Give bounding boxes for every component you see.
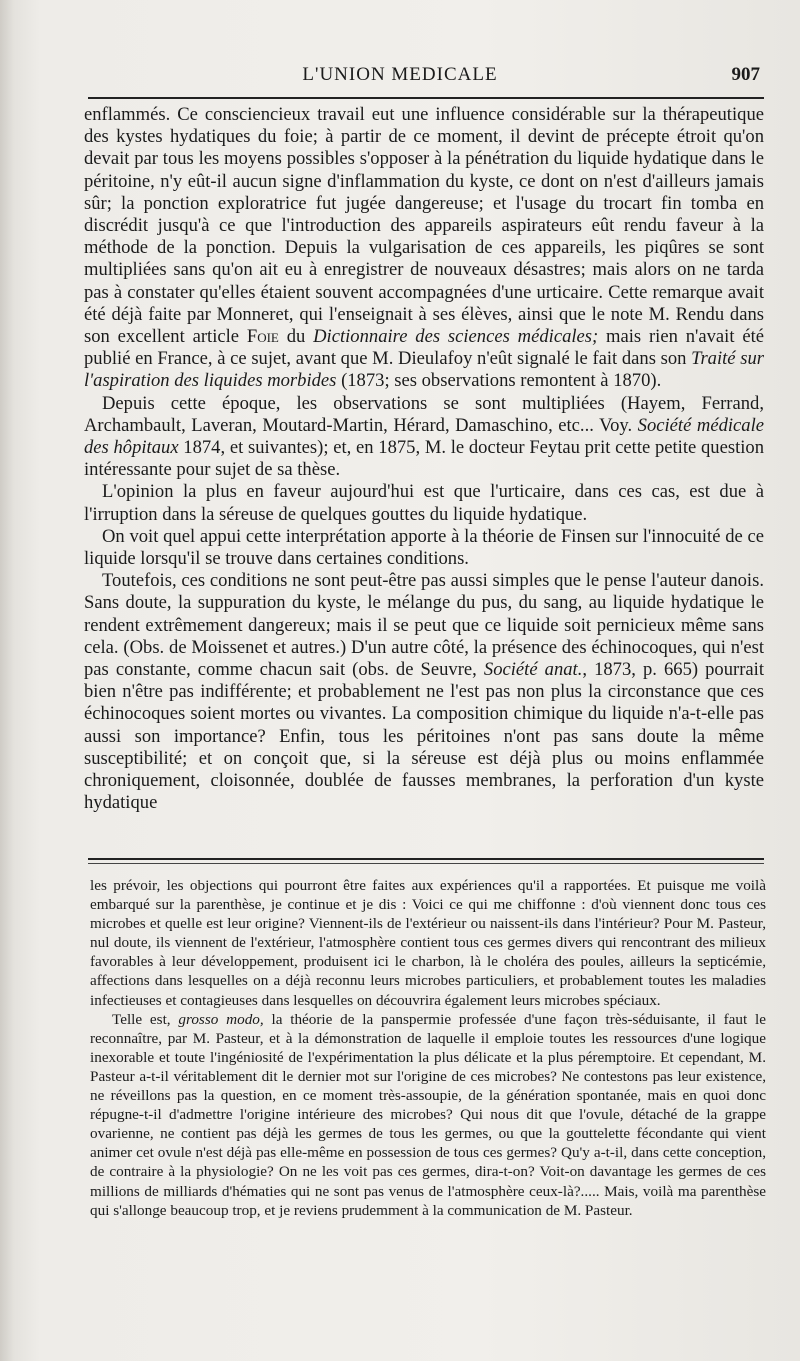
text-run: Telle est, xyxy=(112,1010,179,1028)
text-run-italic: Société anat. xyxy=(483,659,583,681)
text-run: du xyxy=(278,326,314,348)
footnote xyxy=(90,876,766,1220)
running-head: L'UNION MEDICALE xyxy=(302,64,498,85)
text-run: la théorie de la panspermie professée d'une façon très-séduisante, il faut le reconnaître, par M. Pasteur, et à la démonstration de laquelle il emploie toutes les ressources d'une logique inexorable et toute l'ingéniosité de l'expérimentation la plus délicate et la plus péremptoire. Et cependant, M. Pasteur a-t-il véritablement dit le dernier mot sur l'origine de ces microbes? Ne contestons pas leur existence, ne réveillons pas la question, en ce moment très-assoupie, de la génération spontanée, mais en quoi donc répugne-t-il d'admettre l'origine intérieure des microbes? Qui nous dit que l'ovule, détaché de la grappe ovarienne, ne contient pas déjà les germes de tous les germes, ou que la gouttelette fécondante qui vient animer cet ovule n'est déjà pas elle-même en possession de tous ces germes? Qu'y a-t-il, dans cette conception, de contraire à la physiologie? On ne les voit pas ces germes, dira-t-on? Voit-on davantage les germes de ces millions de milliards d'hématies qui ne sont pas venus de l'atmosphère ceux-là?..... Mais, voilà ma parenthèse qui s'allonge beaucoup trop, et je reviens prudemment à la communication de M. Pasteur. xyxy=(90,1010,766,1219)
text-run: mais rien n'avait été publié en France, à ce sujet, avant que M. Dieulafoy n'eût signalé le fait dans son xyxy=(84,326,765,370)
footnote-paragraph xyxy=(90,1010,766,1220)
text-run-italic: Société médicale des hôpitaux xyxy=(84,414,764,459)
page-number: 907 xyxy=(731,64,760,85)
paragraph xyxy=(84,570,764,814)
page-header xyxy=(60,64,760,88)
text-run: Depuis cette époque, les observations se sont multipliées (Hayem, Ferrand, Archambault, Laveran, Moutard-Martin, Hérard, Damaschino, etc... Voy. xyxy=(84,392,764,436)
text-run-italic: Traité sur l'aspiration des liquides morbides xyxy=(84,348,764,392)
main-text xyxy=(84,104,764,815)
text-run-italic: Dictionnaire des sciences médicales; xyxy=(313,326,599,348)
paragraph: L'opinion la plus en faveur aujourd'hui est que l'urticaire, dans ces cas, est due à l'irruption dans la séreuse de quelques gouttes du liquide hydatique. xyxy=(84,481,764,525)
footnote-rule-thin xyxy=(88,863,764,864)
text-run-italic: grosso modo, xyxy=(178,1010,264,1028)
text-run: (1873; ses observations remontent à 1870). xyxy=(336,370,662,392)
text-run: 1874, et suivantes); et, en 1875, M. le docteur Feytau prit cette petite question intéressante pour sujet de sa thèse. xyxy=(84,437,764,481)
paragraph xyxy=(84,104,764,393)
text-run: , 1873, p. 665) pourrait bien n'être pas indifférente; et probablement ne l'est pas non plus la circonstance que ces échinocoques soient mortes ou vivantes. La composition chimique du liquide n'a-t-elle pas aussi son importance? Enfin, tous les péritoines n'ont pas sans doute la même susceptibilité; et on conçoit que, si la séreuse est déjà plus ou moins enflammée chroniquement, cloisonnée, doublée de fausses membranes, la perforation d'un kyste hydatique xyxy=(84,659,764,814)
paragraph xyxy=(84,393,764,482)
header-rule xyxy=(88,97,764,99)
footnote-rule xyxy=(88,858,764,860)
text-run: enflammés. Ce consciencieux travail eut une influence considérable sur la thérapeutique des kystes hydatiques du foie; à partir de ce moment, il devint de précepte étroit qu'on devait par tous les moyens possibles s'opposer à la pénétration du liquide hydatique dans le péritoine, n'y eût-il aucun signe d'inflammation du kyste, ce dont on n'est d'ailleurs jamais sûr; la ponction exploratrice fut jugée dangereuse; et l'usage du trocart fin tomba en discrédit jusqu'à ce que l'introduction des appareils aspirateurs eût rendu faveur à la méthode de la ponction. Depuis la vulgarisation de ces appareils, les piqûres se sont multipliées sans qu'on ait eu à enregistrer de nouveaux désastres; mais alors on ne tarda pas à constater qu'elles étaient souvent accompagnées d'une urticaire. Cette remarque avait été déjà faite par Monneret, qui l'enseignait à ses élèves, ainsi que le note M. Rendu dans son excellent article xyxy=(84,104,764,348)
text-run-smallcaps: Foie xyxy=(246,326,279,348)
text-run: Toutefois, ces conditions ne sont peut-être pas aussi simples que le pense l'auteur danois. Sans doute, la suppuration du kyste, le mélange du pus, du sang, au liquide hydatique le rendent extrêmement dangereux; mais il se peut que ce liquide soit pernicieux même sans cela. (Obs. de Moissenet et autres.) D'un autre côté, la présence des échinocoques, qui n'est pas constante, comme chacun sait (obs. de Seuvre, xyxy=(84,570,764,681)
footnote-paragraph: les prévoir, les objections qui pourront être faites aux expériences qu'il a rapportées. Et puisque me voilà embarqué sur la parenthèse, je continue et je dis : Voici ce qui me chiffonne : d'où viennent donc tous ces microbes et quelle est leur origine? Viennent-ils de l'extérieur ou naissent-ils dans l'intérieur? Pour M. Pasteur, nul doute, ils viennent de l'extérieur, l'atmosphère contient tous ces germes divers qui rencontrant des milieux favorables à leur développement, produisent ici le charbon, là le choléra des poules, ailleurs la septicémie, affections dans lesquelles on a déjà reconnu leurs microbes particuliers, et probablement toutes les maladies infectieuses et contagieuses dans lesquelles on découvrira également leurs microbes spéciaux. xyxy=(90,877,766,1009)
paragraph: On voit quel appui cette interprétation apporte à la théorie de Finsen sur l'innocuité de ce liquide lorsqu'il se trouve dans certaines conditions. xyxy=(84,525,764,570)
